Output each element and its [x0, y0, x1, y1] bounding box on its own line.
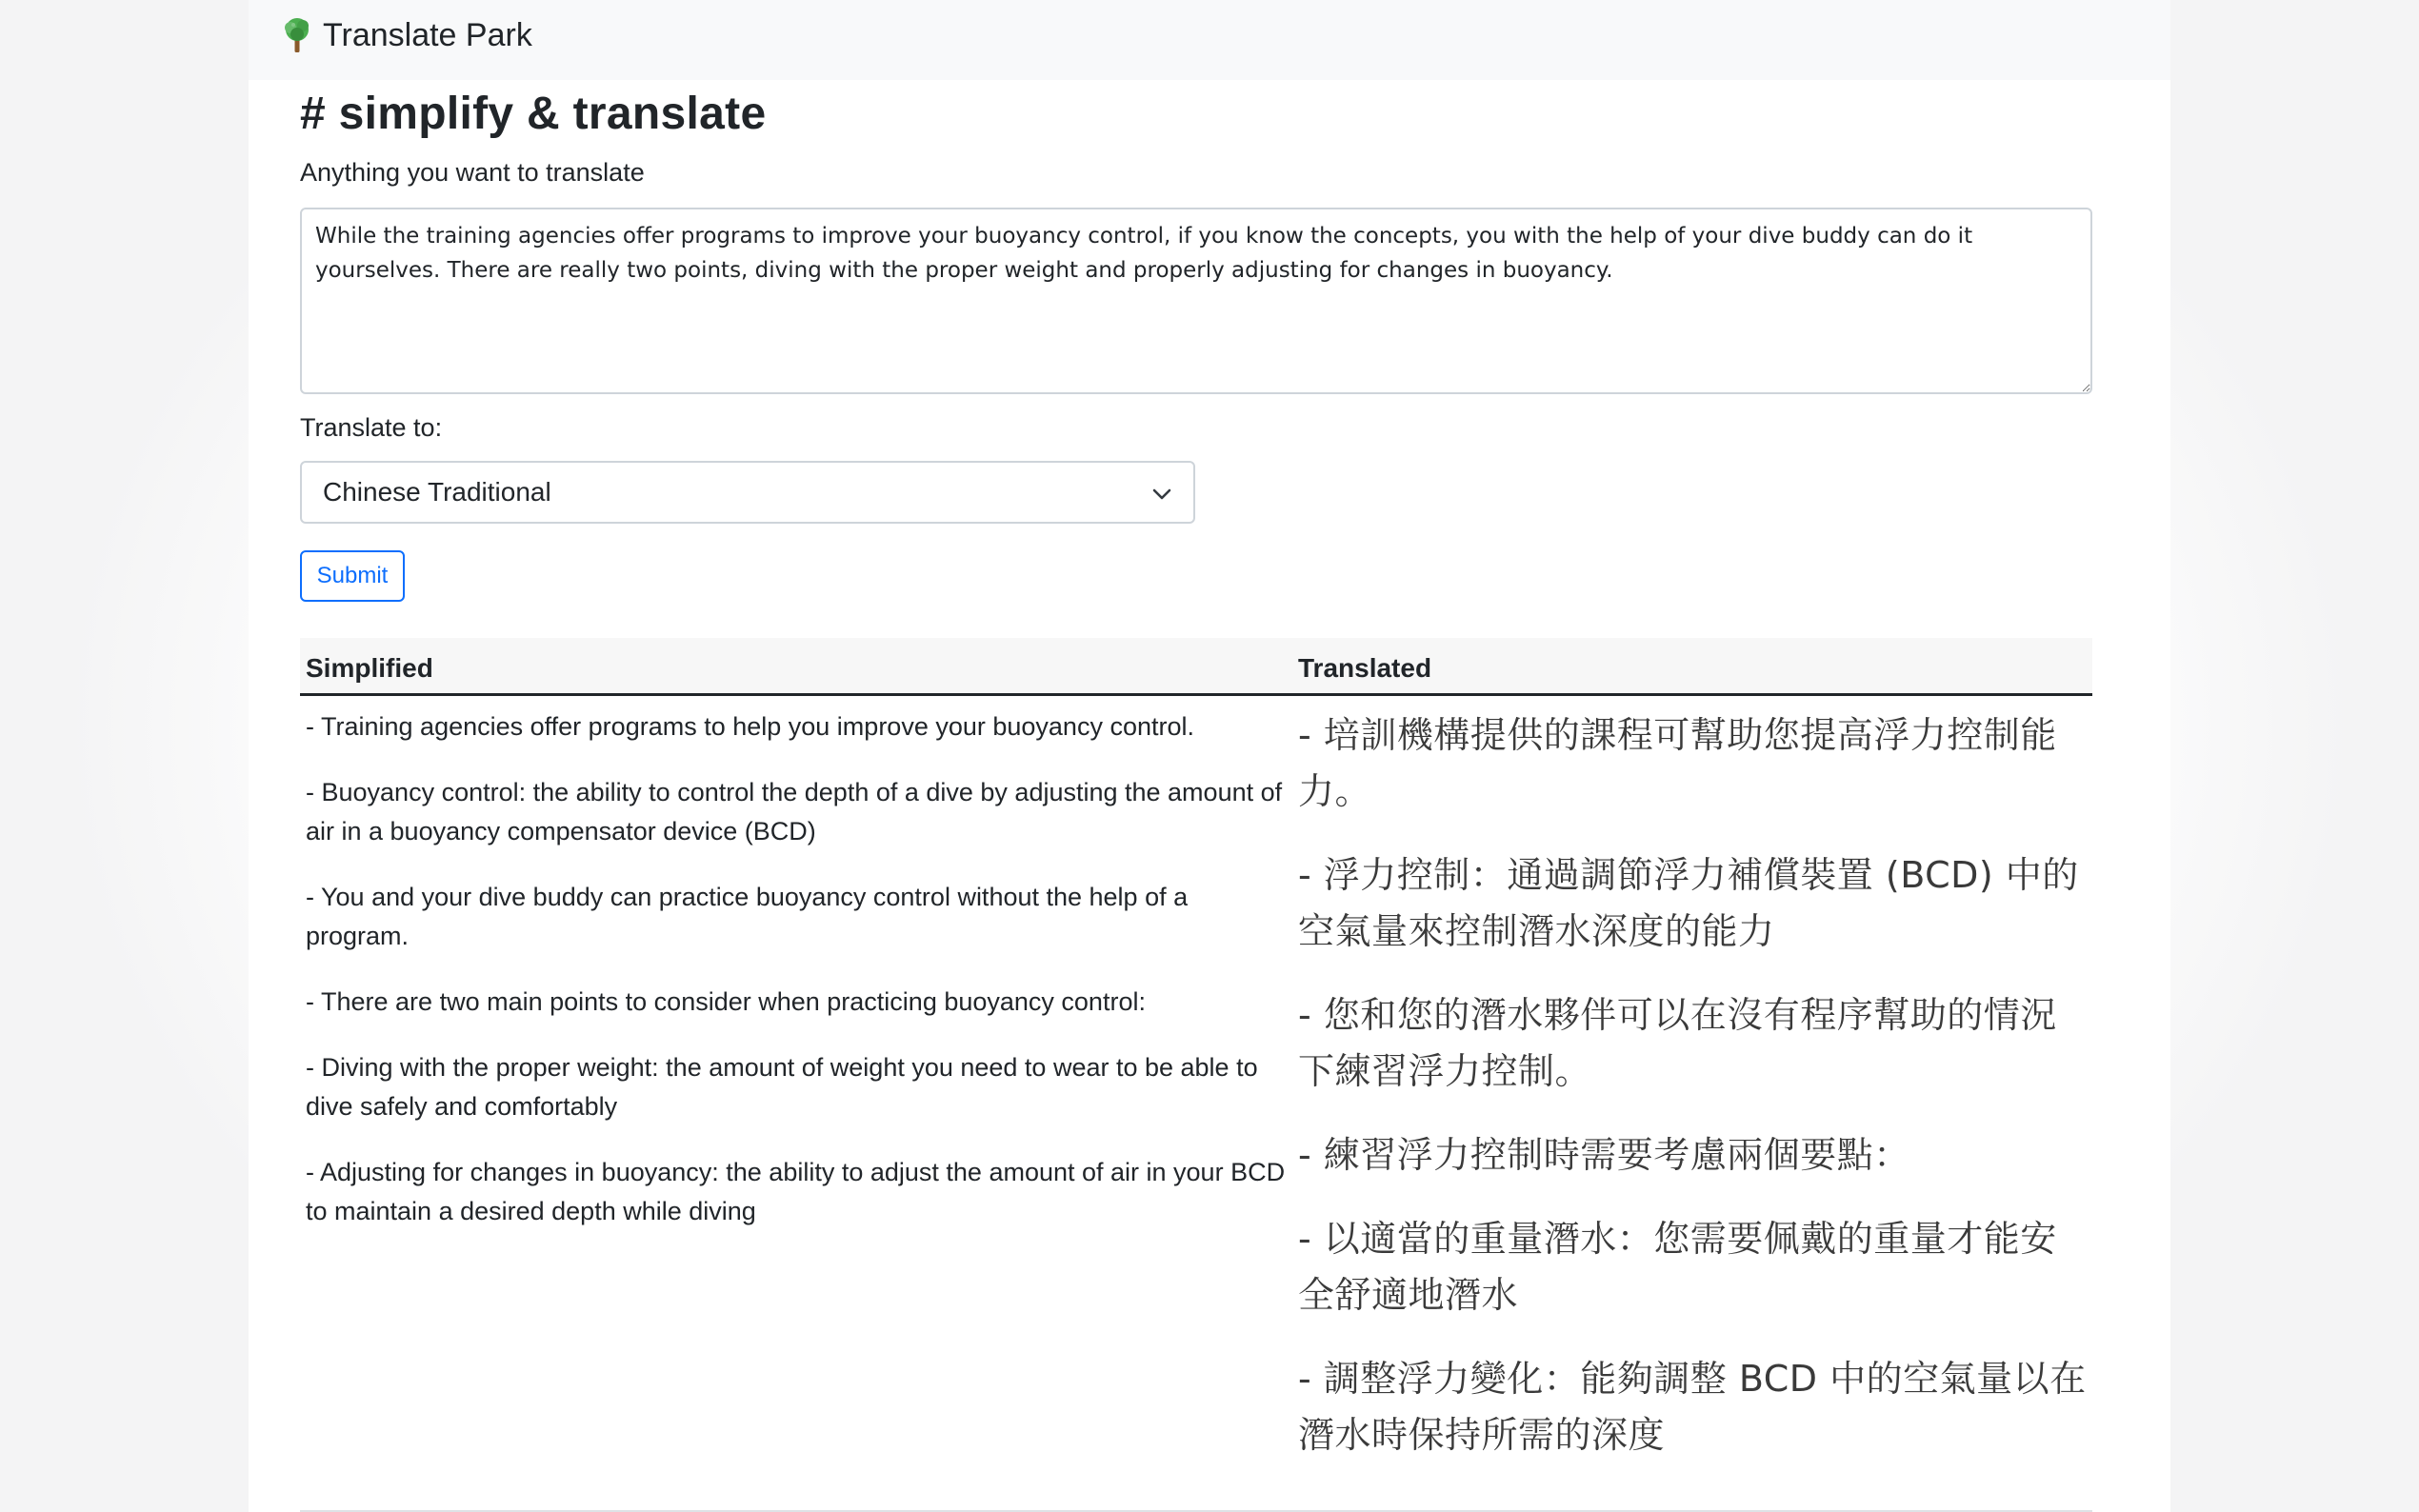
header-simplified: Simplified	[300, 638, 1292, 695]
simplified-item: - Diving with the proper weight: the amount of weight you need to wear to be able to dive safely and comfortably	[306, 1053, 1258, 1121]
translated-item: - 浮力控制：通過調節浮力補償裝置 (BCD) 中的空氣量來控制潛水深度的能力	[1298, 854, 2079, 952]
translated-item: - 練習浮力控制時需要考慮兩個要點：	[1298, 1134, 1910, 1176]
translated-item: - 培訓機構提供的課程可幫助您提高浮力控制能力。	[1298, 714, 2057, 812]
app-frame	[249, 0, 2170, 1512]
input-label: Anything you want to translate	[300, 158, 645, 187]
simplified-item: - Adjusting for changes in buoyancy: the ability to adjust the amount of air in your BCD to maintain a desired depth while diving	[306, 1158, 1286, 1225]
translated-item: - 您和您的潛水夥伴可以在沒有程序幫助的情況下練習浮力控制。	[1298, 994, 2057, 1092]
translated-item: - 以適當的重量潛水：您需要佩戴的重量才能安全舒適地潛水	[1298, 1218, 2057, 1316]
brand-link[interactable]	[281, 13, 532, 57]
translated-item: - 調整浮力變化：能夠調整 BCD 中的空氣量以在潛水時保持所需的深度	[1298, 1358, 2087, 1456]
results-table	[300, 638, 2092, 1512]
tree-icon	[281, 16, 313, 54]
simplified-item: - There are two main points to consider when practicing buoyancy control:	[306, 987, 1146, 1016]
simplified-item: - You and your dive buddy can practice buoyancy control without the help of a program.	[306, 883, 1189, 950]
table-row	[300, 695, 2092, 1512]
page-title: # simplify & translate	[300, 89, 767, 139]
language-select[interactable]	[300, 461, 1195, 524]
simplified-item: - Buoyancy control: the ability to control the depth of a dive by adjusting the amount of air in a buoyancy compensator device (BCD)	[306, 778, 1283, 846]
simplified-cell	[300, 695, 1292, 1512]
submit-button[interactable]: Submit	[300, 550, 405, 602]
header-translated: Translated	[1292, 638, 2092, 695]
brand-name: Translate Park	[323, 16, 532, 53]
translated-cell	[1292, 695, 2092, 1512]
language-label: Translate to:	[300, 413, 443, 442]
table-header-row	[300, 638, 2092, 695]
language-select-value: Chinese Traditional	[323, 477, 551, 507]
simplified-item: - Training agencies offer programs to help you improve your buoyancy control.	[306, 712, 1194, 741]
chevron-down-icon	[1151, 484, 1172, 505]
navbar	[249, 0, 2170, 80]
source-text-input[interactable]	[300, 208, 2092, 394]
